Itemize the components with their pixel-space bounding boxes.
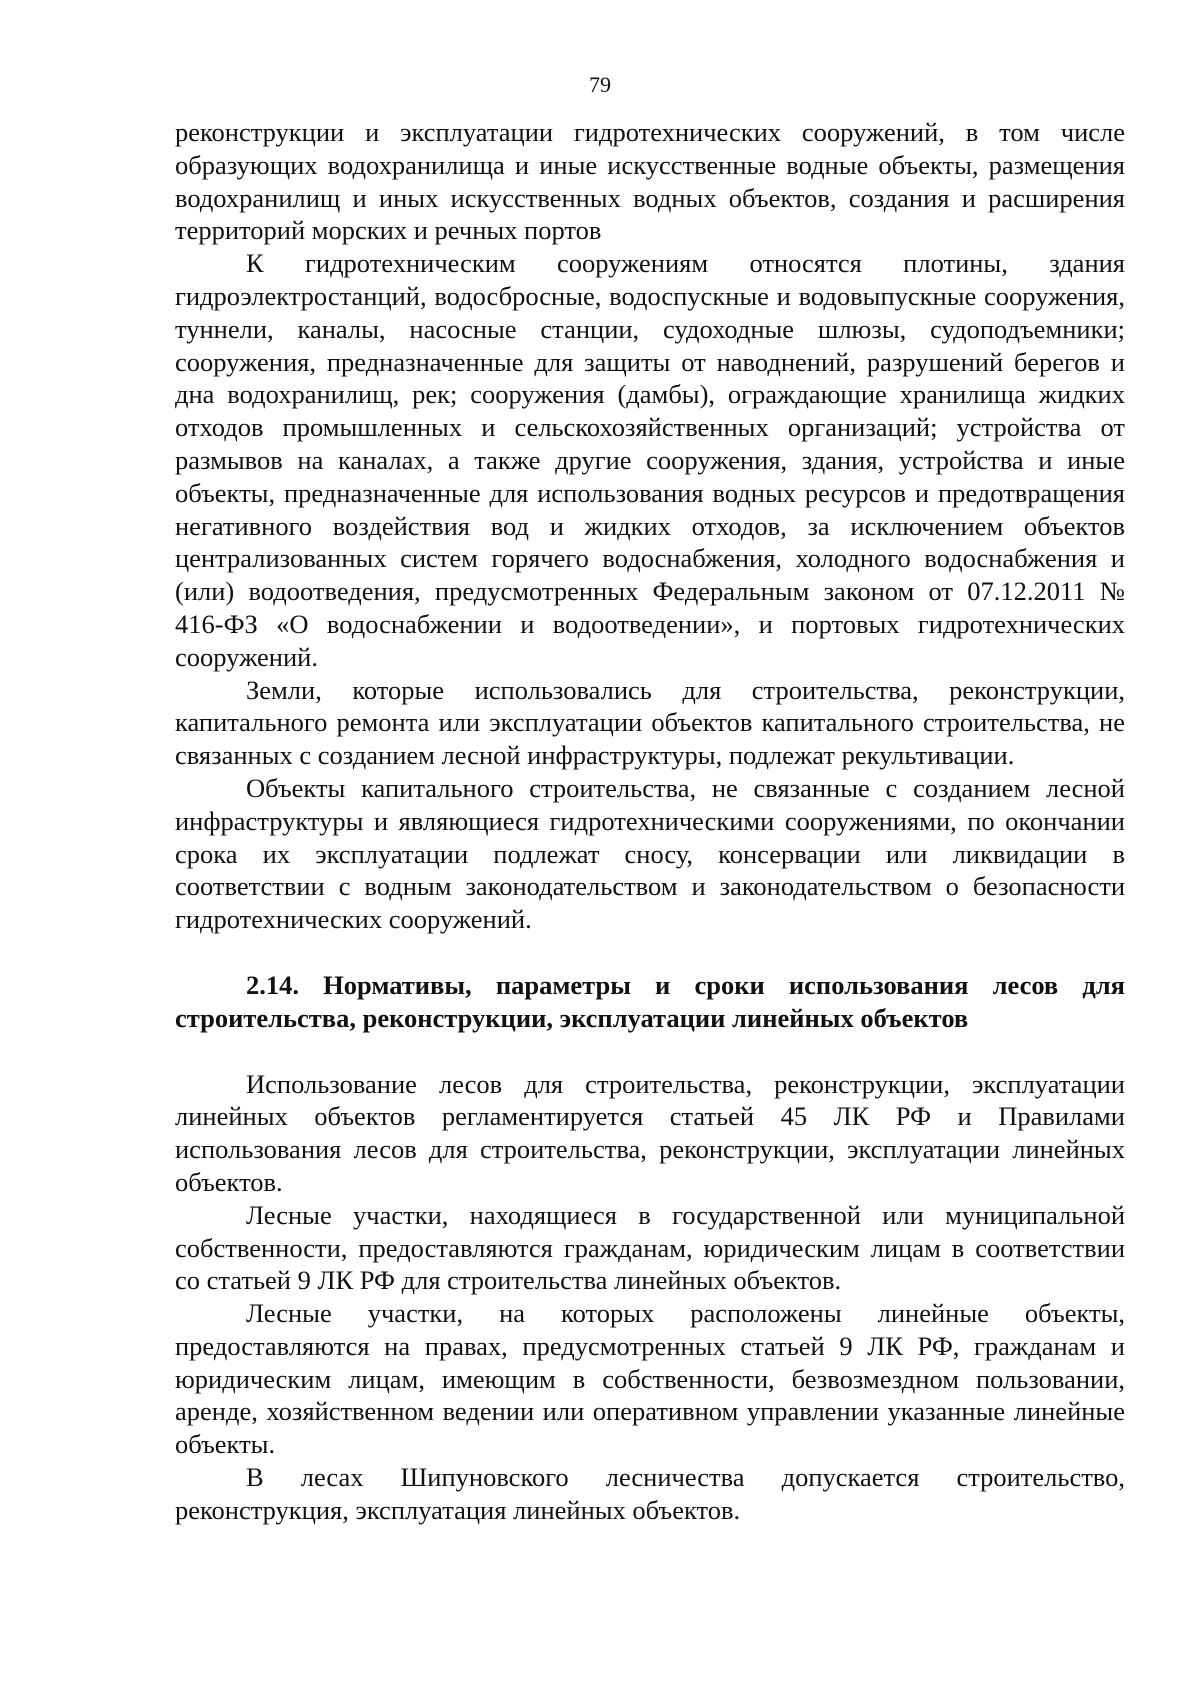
- paragraph-hydro-structures-list: К гидротехническим сооружениям относятся плотины, здания гидроэлектростанций, водосбросные, водоспускные и водовыпускные сооружения, туннели, каналы, насосные станции, судоходные шлюзы, судоподъемники; сооружения, предназначенные для защиты от наводнений, разрушений берегов и дна водохранилищ, рек; сооружения (дамбы), ограждающие хранилища жидких отходов промышленных и сельскохозяйственных организаций; устройства от размывов на каналах, а также другие сооружения, здания, устройства и иные объекты, предназначенные для использования водных ресурсов и предотвращения негативного воздействия вод и жидких отходов, за исключением объектов централизованных систем горячего водоснабжения, холодного водоснабжения и (или) водоотведения, предусмотренных Федеральным законом от 07.12.2011 № 416-ФЗ «О водоснабжении и водоотведении», и портовых гидротехнических сооружений.: [175, 248, 1125, 672]
- page-number: 79: [589, 72, 611, 97]
- paragraph-forest-plots-ownership: Лесные участки, находящиеся в государственной или муниципальной собственности, предоставляются гражданам, юридическим лицам в соответствии со статьей 9 ЛК РФ для строительства линейных объектов.: [175, 1199, 1125, 1296]
- spacer: [175, 936, 1125, 969]
- paragraph-linear-objects-regulation: Использование лесов для строительства, реконструкции, эксплуатации линейных объектов регламентируется статьей 45 ЛК РФ и Правилами использования лесов для строительства, реконструкции, эксплуатации линейных объектов.: [175, 1068, 1125, 1197]
- spacer: [175, 1035, 1125, 1068]
- paragraph-forest-plots-rights: Лесные участки, на которых расположены линейные объекты, предоставляются на правах, предусмотренных статьей 9 ЛК РФ, гражданам и юридическим лицам, имеющим в собственности, безвозмездном пользовании, аренде, хозяйственном ведении или оперативном управлении указанные линейные объекты.: [175, 1298, 1125, 1460]
- paragraph-hydro-reconstruction: реконструкции и эксплуатации гидротехнических сооружений, в том числе образующих водохранилища и иные искусственные водные объекты, размещения водохранилищ и иных искусственных водных объектов, создания и расширения территорий морских и речных портов: [175, 117, 1125, 246]
- document-body: [175, 116, 1125, 1527]
- section-heading-2-14: 2.14. Нормативы, параметры и сроки использования лесов для строительства, реконструкции, эксплуатации линейных объектов: [175, 969, 1125, 1033]
- paragraph-land-recultivation: Земли, которые использовались для строительства, реконструкции, капитального ремонта или эксплуатации объектов капитального строительства, не связанных с созданием лесной инфраструктуры, подлежат рекультивации.: [175, 674, 1125, 771]
- paragraph-capital-objects-demolition: Объекты капитального строительства, не связанные с созданием лесной инфраструктуры и являющиеся гидротехническими сооружениями, по окончании срока их эксплуатации подлежат сносу, консервации или ликвидации в соответствии с водным законодательством и законодательством о безопасности гидротехнических сооружений.: [175, 772, 1125, 935]
- paragraph-shipunovsky-forestry: В лесах Шипуновского лесничества допускается строительство, реконструкция, эксплуатация линейных объектов.: [175, 1462, 1125, 1525]
